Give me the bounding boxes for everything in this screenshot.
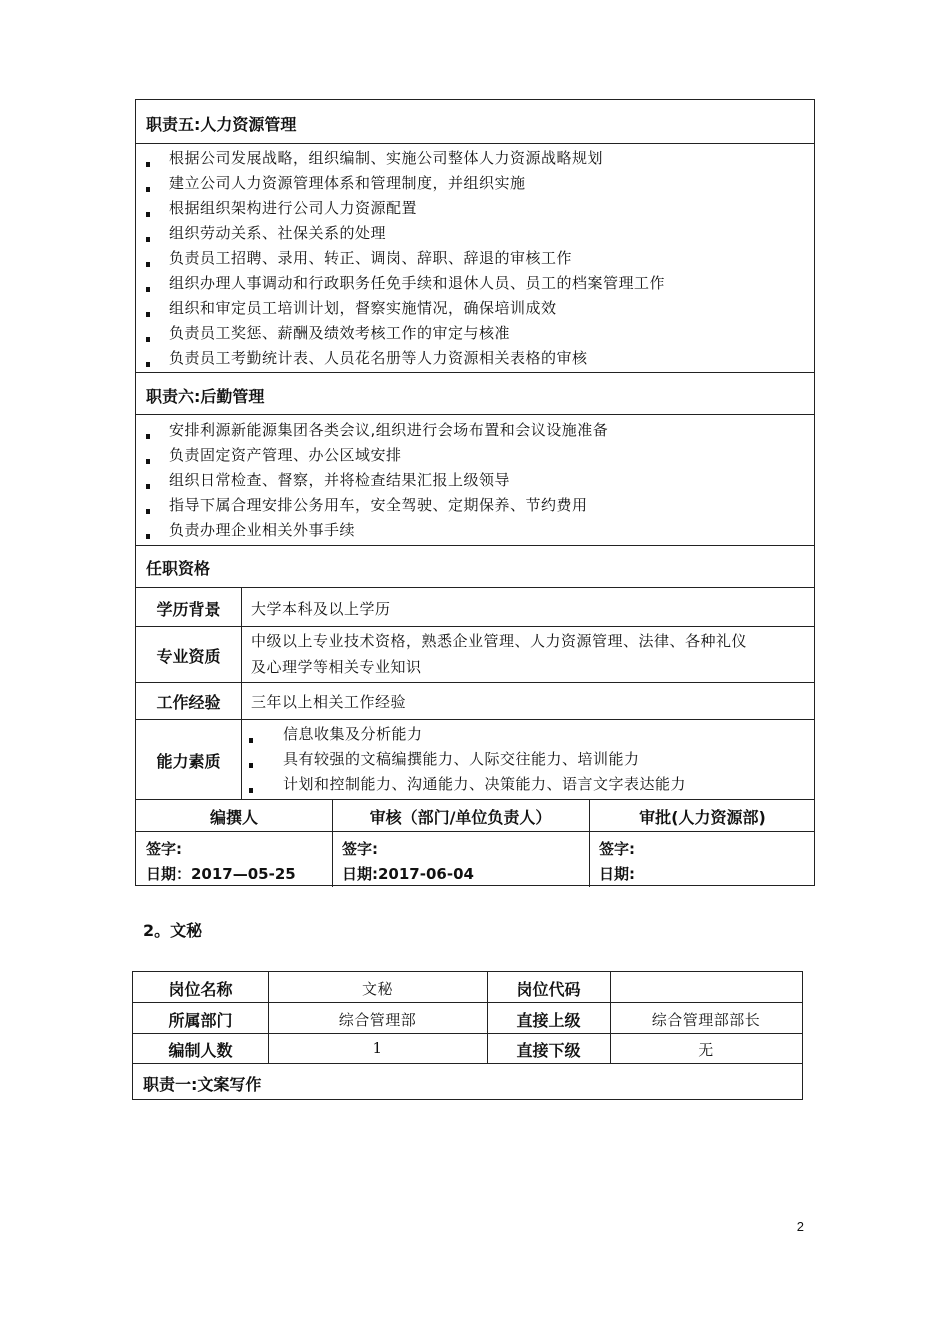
review-sign: 签字:	[342, 840, 378, 858]
approve-date: 日期:	[599, 865, 635, 883]
subordinate-label: 直接下级	[516, 1041, 581, 1060]
list-item: 组织日常检查、督察，并将检查结果汇报上级领导	[136, 468, 814, 493]
divider	[136, 831, 814, 832]
divider	[136, 414, 814, 415]
list-item: 组织办理人事调动和行政职务任免手续和退休人员、员工的档案管理工作	[136, 271, 814, 296]
duty6-list	[136, 418, 814, 543]
bullet-icon	[146, 187, 150, 192]
superior-value: 综合管理部部长	[651, 1011, 761, 1029]
list-item: 计划和控制能力、沟通能力、决策能力、语言文字表达能力	[241, 772, 814, 797]
author-date: 日期：2017—05-25	[146, 865, 296, 883]
superior-label: 直接上级	[516, 1011, 581, 1030]
list-item: 组织和审定员工培训计划，督察实施情况，确保培训成效	[136, 296, 814, 321]
divider	[136, 799, 814, 800]
section-heading: 2。文秘	[143, 921, 203, 940]
bullet-icon	[146, 459, 150, 464]
divider	[136, 626, 814, 627]
review-header: 审核（部门/单位负责人）	[369, 808, 552, 827]
divider	[136, 545, 814, 546]
list-item: 根据公司发展战略，组织编制、实施公司整体人力资源战略规划	[136, 146, 814, 171]
author-sign: 签字:	[146, 840, 182, 858]
bullet-icon	[146, 312, 150, 317]
divider	[136, 682, 814, 683]
list-item: 建立公司人力资源管理体系和管理制度，并组织实施	[136, 171, 814, 196]
job-description-table	[135, 99, 815, 886]
review-date: 日期:2017-06-04	[342, 865, 474, 883]
education-value: 大学本科及以上学历	[251, 600, 391, 618]
position-name-value: 文秘	[361, 980, 393, 998]
experience-label: 工作经验	[156, 693, 221, 712]
education-label: 学历背景	[156, 600, 221, 619]
bullet-icon	[146, 434, 150, 439]
ability-list	[241, 722, 814, 797]
position-info-table	[132, 971, 803, 1100]
subordinate-value: 无	[698, 1041, 714, 1059]
position-name-label: 岗位名称	[168, 980, 233, 999]
professional-value-line1: 中级以上专业技术资格，熟悉企业管理、人力资源管理、法律、各种礼仪	[251, 632, 748, 650]
duty1-title: 职责一:文案写作	[143, 1075, 262, 1094]
headcount-value: 1	[372, 1039, 383, 1057]
divider	[133, 1002, 802, 1003]
divider	[136, 719, 814, 720]
bullet-icon	[146, 287, 150, 292]
divider	[133, 1033, 802, 1034]
list-item: 根据组织架构进行公司人力资源配置	[136, 196, 814, 221]
professional-value-line2: 及心理学等相关专业知识	[251, 658, 422, 676]
bullet-icon	[249, 763, 253, 768]
bullet-icon	[146, 262, 150, 267]
page-number: 2	[796, 1219, 804, 1234]
divider	[136, 587, 814, 588]
author-header: 编撰人	[209, 808, 258, 827]
divider	[133, 1063, 802, 1064]
position-code-label: 岗位代码	[516, 980, 581, 999]
list-item: 负责固定资产管理、办公区域安排	[136, 443, 814, 468]
approve-sign: 签字:	[599, 840, 635, 858]
list-item: 指导下属合理安排公务用车，安全驾驶、定期保养、节约费用	[136, 493, 814, 518]
bullet-icon	[146, 362, 150, 367]
ability-label: 能力素质	[156, 752, 221, 771]
department-label: 所属部门	[168, 1011, 233, 1030]
duty6-title: 职责六:后勤管理	[146, 387, 265, 406]
list-item: 负责员工奖惩、薪酬及绩效考核工作的审定与核准	[136, 321, 814, 346]
experience-value: 三年以上相关工作经验	[251, 693, 407, 711]
divider	[136, 143, 814, 144]
bullet-icon	[249, 738, 253, 743]
duty5-title: 职责五:人力资源管理	[146, 115, 297, 134]
professional-label: 专业资质	[156, 647, 221, 666]
qualifications-title: 任职资格	[146, 559, 211, 578]
list-item: 具有较强的文稿编撰能力、人际交往能力、培训能力	[241, 747, 814, 772]
bullet-icon	[146, 212, 150, 217]
list-item: 负责办理企业相关外事手续	[136, 518, 814, 543]
list-item: 负责员工招聘、录用、转正、调岗、辞职、辞退的审核工作	[136, 246, 814, 271]
list-item: 组织劳动关系、社保关系的处理	[136, 221, 814, 246]
bullet-icon	[146, 534, 150, 539]
bullet-icon	[146, 237, 150, 242]
divider	[136, 372, 814, 373]
bullet-icon	[146, 337, 150, 342]
list-item: 信息收集及分析能力	[241, 722, 814, 747]
list-item: 负责员工考勤统计表、人员花名册等人力资源相关表格的审核	[136, 346, 814, 371]
bullet-icon	[146, 162, 150, 167]
department-value: 综合管理部	[338, 1011, 417, 1029]
duty5-list	[136, 146, 814, 371]
list-item: 安排利源新能源集团各类会议,组织进行会场布置和会议设施准备	[136, 418, 814, 443]
bullet-icon	[146, 509, 150, 514]
headcount-label: 编制人数	[168, 1041, 233, 1060]
bullet-icon	[249, 788, 253, 793]
bullet-icon	[146, 484, 150, 489]
approve-header: 审批(人力资源部)	[639, 808, 766, 827]
